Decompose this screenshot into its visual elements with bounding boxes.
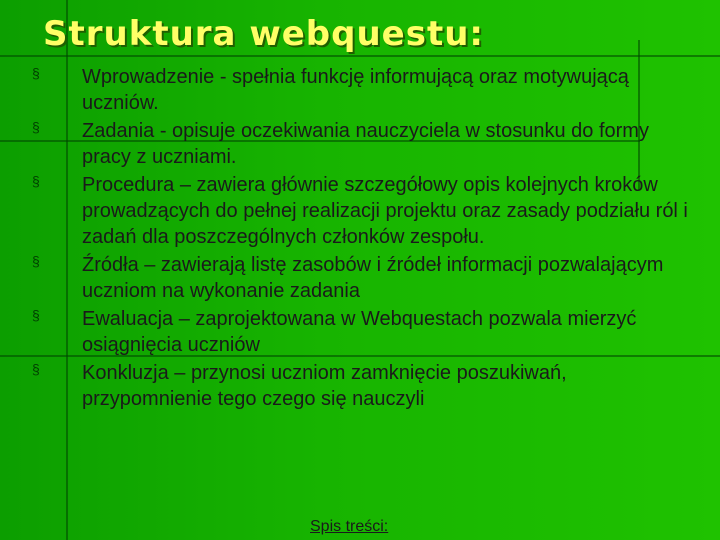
bullet-marker-icon: § [32,307,40,323]
bullet-marker-icon: § [32,119,40,135]
bullet-item-zrodla [0,252,700,304]
bullet-text: Zadania - opisuje oczekiwania nauczyciela w stosunku do formy pracy z uczniami. [82,120,649,168]
bullet-item-ewaluacja [0,306,700,358]
table-of-contents-link[interactable]: Spis treści: [310,518,389,535]
bullet-text: Procedura – zawiera głównie szczegółowy opis kolejnych kroków prowadzących do pełnej realizacji projektu oraz zasady podziału ról i zadań dla poszczególnych członków zespołu. [82,174,688,248]
bullet-marker-icon: § [32,361,40,377]
bullet-item-procedura [0,172,700,250]
bullet-item-konkluzja [0,360,700,412]
bullet-marker-icon: § [32,65,40,81]
bullet-marker-icon: § [32,253,40,269]
bullet-item-wprowadzenie [0,64,700,116]
decorative-line [0,55,720,57]
bullet-list [0,64,700,414]
slide-title: Struktura webquestu: [43,14,485,54]
bullet-text: Źródła – zawierają listę zasobów i źródeł informacji pozwalającym uczniom na wykonanie zadania [82,254,664,302]
bullet-text: Ewaluacja – zaprojektowana w Webquestach pozwala mierzyć osiągnięcia uczniów [82,308,637,356]
bullet-text: Konkluzja – przynosi uczniom zamknięcie poszukiwań, przypomnienie tego czego się nauczyli [82,362,567,410]
bullet-marker-icon: § [32,173,40,189]
bullet-text: Wprowadzenie - spełnia funkcję informującą oraz motywującą uczniów. [82,66,629,114]
bullet-item-zadania [0,118,700,170]
